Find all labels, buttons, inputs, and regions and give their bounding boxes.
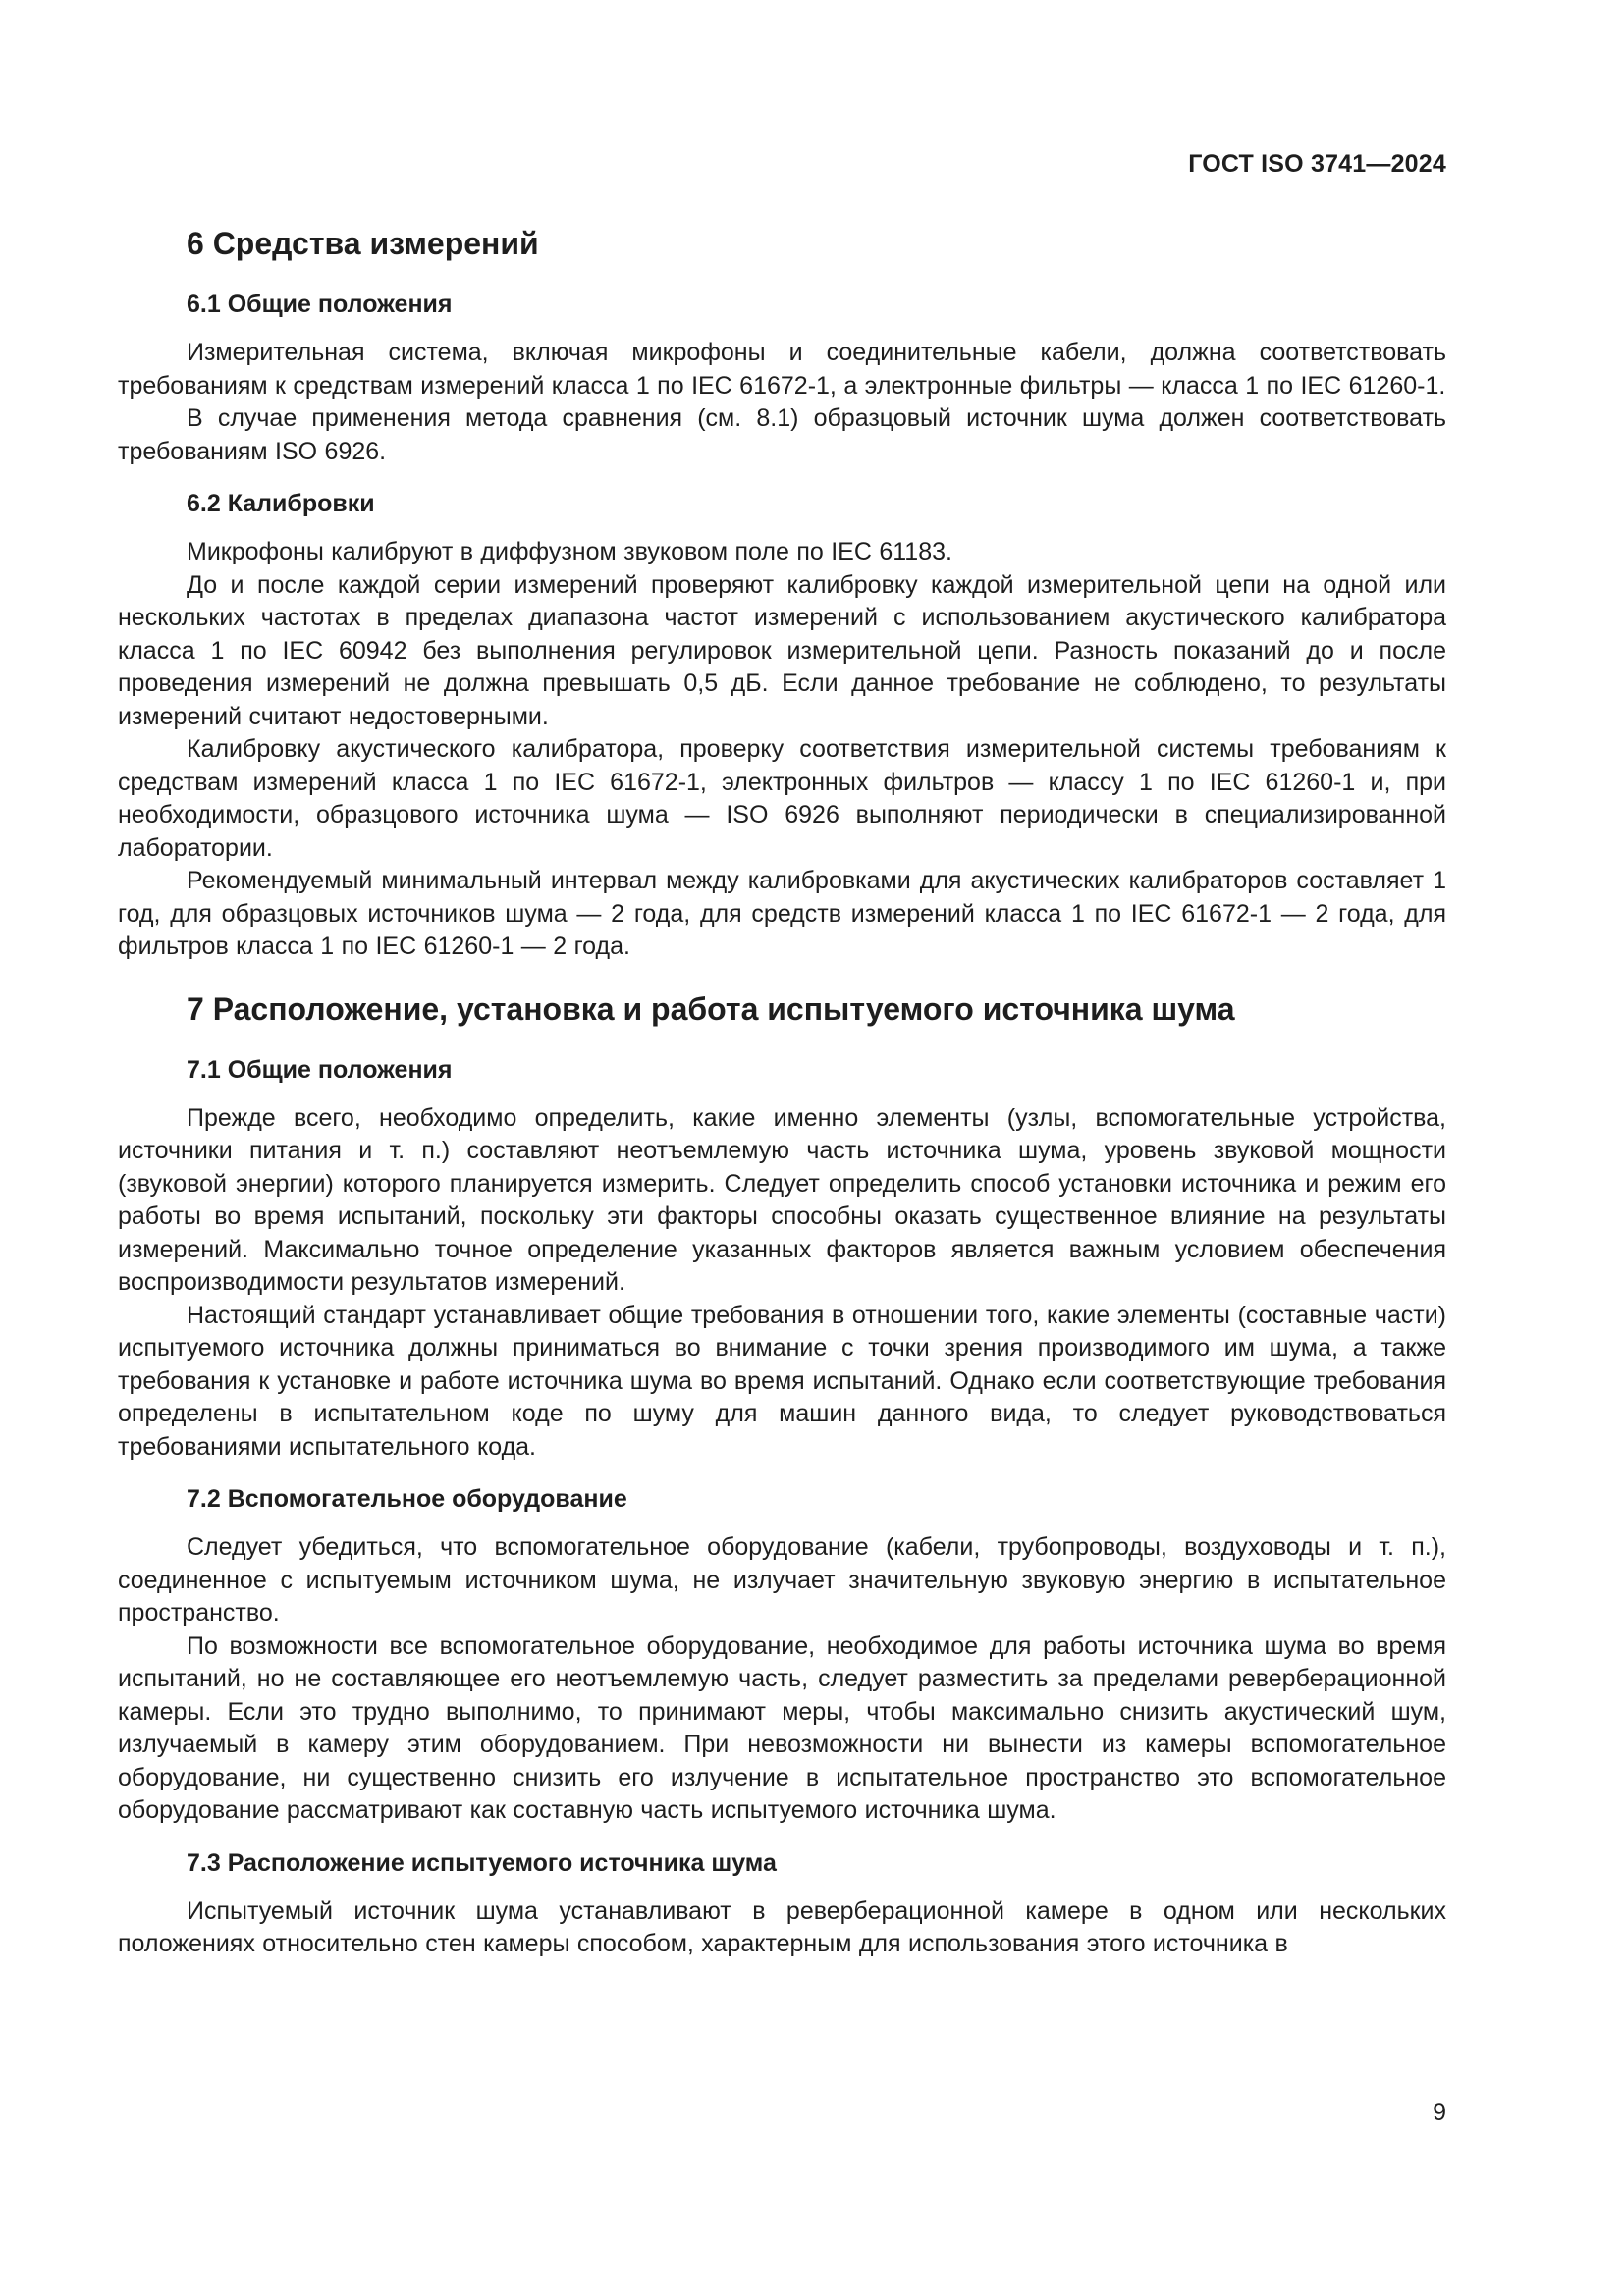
- paragraph: Микрофоны калибруют в диффузном звуковом поле по IEC 61183.: [187, 538, 952, 565]
- paragraph: Рекомендуемый минимальный интервал между калибровками для акустических калибраторов составляет 1 год, для образцовых источников шума — 2 года, для средств измерений класса 1 по IEC 61672-1 — 2 года, для фильтров класса 1 по IEC 61260-1 — 2 года.: [118, 867, 1446, 960]
- page-number: 9: [1433, 2099, 1446, 2126]
- paragraph: Испытуемый источник шума устанавливают в реверберационной камере в одном или нескольких положениях относительно стен камеры способом, характерным для использования этого источника в: [118, 1896, 1446, 1957]
- paragraph: Прежде всего, необходимо определить, какие именно элементы (узлы, вспомогательные устройства, источники питания и т. п.) составляют неотъемлемую часть источника шума, уровень звуковой мощности (звуковой энергии) которого планируется измерить. Следует определить способ установки источника и режим его работы во время испытаний, поскольку эти факторы способны оказать существенное влияние на результаты измерений. Максимально точное определение указанных факторов является важным условием обеспечения воспроизводимости результатов измерений.: [118, 1103, 1446, 1296]
- paragraph: Калибровку акустического калибратора, проверку соответствия измерительной системы требованиям к средствам измерений класса 1 по IEC 61672-1, электронных фильтров — классу 1 по IEC 61260-1 и, при необходимости, образцового источника шума — ISO 6926 выполняют периодически в специализированной лаборатории.: [118, 735, 1446, 862]
- paragraph: До и после каждой серии измерений проверяют калибровку каждой измерительной цепи на одной или нескольких частотах в пределах диапазона частот измерений с использованием акустического калибратора класса 1 по IEC 60942 без выполнения регулировок измерительной цепи. Разность показаний до и после проведения измерений не должна превышать 0,5 дБ. Если данное требование не соблюдено, то результаты измерений считают недостоверными.: [118, 570, 1446, 730]
- paragraph: Следует убедиться, что вспомогательное оборудование (кабели, трубопроводы, воздуховоды и т. п.), соединенное с испытуемым источником шума, не излучает значительную звуковую энергию в испытательное пространство.: [118, 1533, 1446, 1627]
- paragraph: Настоящий стандарт устанавливает общие требования в отношении того, какие элементы (составные части) испытуемого источника должны приниматься во внимание с точки зрения производимого им шума, а также требования к установке и работе источника шума во время испытаний. Однако если соответствующие требования определены в испытательном коде по шуму для машин данного вида, то следует руководствоваться требованиями испытательного кода.: [118, 1301, 1446, 1461]
- document-page: [118, 0, 1446, 2296]
- subsection-7-3-title: 7.3 Расположение испытуемого источника шума: [187, 1848, 777, 1877]
- paragraph: Измерительная система, включая микрофоны и соединительные кабели, должна соответствовать требованиям к средствам измерений класса 1 по IEC 61672-1, а электронные фильтры — класса 1 по IEC 61260-1.: [118, 339, 1446, 400]
- paragraph: По возможности все вспомогательное оборудование, необходимое для работы источника шума во время испытаний, но не составляющее его неотъемлемую часть, следует разместить за пределами реверберационной камеры. Если это трудно выполнимо, то принимают меры, чтобы максимально снизить акустический шум, излучаемый в камеру этим оборудованием. При невозможности ни вынести из камеры вспомогательное оборудование, ни существенно снизить его излучение в испытательное пространство это вспомогательное оборудование рассматривают как составную часть испытуемого источника шума.: [118, 1631, 1446, 1824]
- subsection-7-1-title: 7.1 Общие положения: [187, 1055, 453, 1084]
- section-6-title: 6 Средства измерений: [187, 226, 539, 261]
- page-content: [118, 224, 1446, 1961]
- section-7-title: 7 Расположение, установка и работа испытуемого источника шума: [187, 990, 1235, 1027]
- subsection-6-2-title: 6.2 Калибровки: [187, 490, 375, 517]
- document-id: ГОСТ ISO 3741—2024: [1188, 150, 1446, 178]
- subsection-7-2-title: 7.2 Вспомогательное оборудование: [187, 1485, 627, 1513]
- subsection-6-1-title: 6.1 Общие положения: [187, 291, 453, 318]
- paragraph: В случае применения метода сравнения (см. 8.1) образцовый источник шума должен соответствовать требованиям ISO 6926.: [118, 404, 1446, 465]
